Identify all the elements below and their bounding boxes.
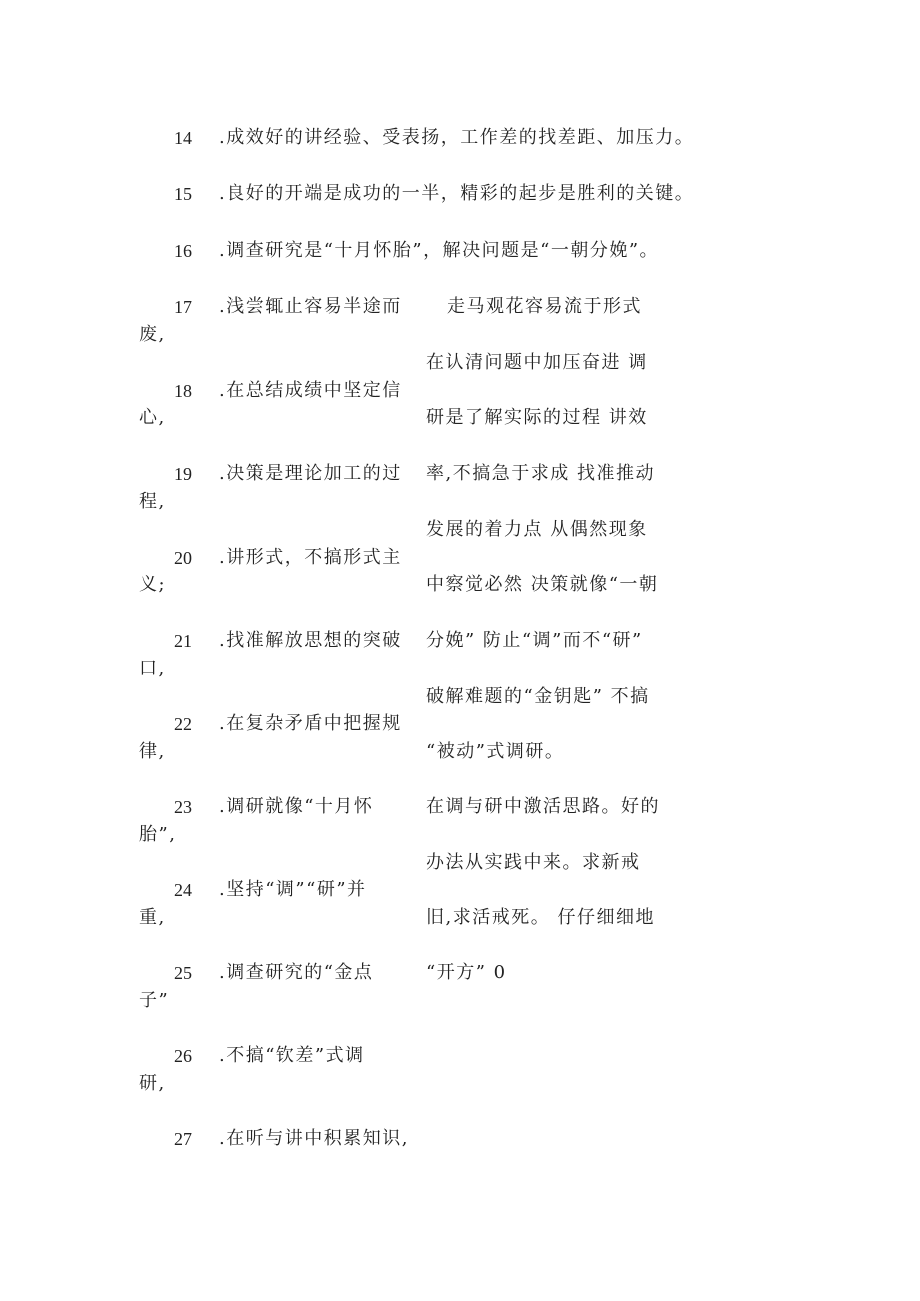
item-wrap: 废, <box>139 324 166 345</box>
right-column-line: 办法从实践中来。求新戒 <box>426 852 641 873</box>
item-number: 21 <box>174 631 192 651</box>
item-text: .讲形式，不搞形式主 <box>219 547 402 568</box>
item-text: .在复杂矛盾中把握规 <box>219 713 402 734</box>
item-number: 14 <box>174 128 192 148</box>
item-text: .良好的开端是成功的一半，精彩的起步是胜利的关键。 <box>219 183 695 204</box>
right-column-line: 在认清问题中加压奋进 调 <box>426 352 648 373</box>
item-text: .在总结成绩中坚定信 <box>219 380 402 401</box>
item-text: .调研就像“十月怀 <box>219 796 374 817</box>
item-number: 20 <box>174 548 192 568</box>
item-wrap: 程, <box>139 491 166 512</box>
item-number: 16 <box>174 241 192 261</box>
item-wrap: 律, <box>139 741 166 762</box>
right-column-line: 走马观花容易流于形式 <box>447 296 642 317</box>
item-text: .浅尝辄止容易半途而 <box>219 296 402 317</box>
item-number: 25 <box>174 963 192 983</box>
right-column-line: “开方” 0 <box>426 962 507 983</box>
item-wrap: 义; <box>139 574 167 595</box>
right-column-line: 分娩” 防止“调”而不“研” <box>426 630 643 651</box>
item-number: 19 <box>174 464 192 484</box>
item-text: .坚持“调”“研”并 <box>219 879 367 900</box>
item-text: .成效好的讲经验、受表扬，工作差的找差距、加压力。 <box>219 127 695 148</box>
item-number: 27 <box>174 1129 192 1149</box>
right-column-line: 发展的着力点 从偶然现象 <box>426 519 648 540</box>
item-number: 15 <box>174 184 192 204</box>
item-wrap: 心, <box>139 407 166 428</box>
right-column-line: 中察觉必然 决策就像“一朝 <box>426 574 659 595</box>
right-column-line: 率,不搞急于求成 找准推动 <box>426 463 655 484</box>
right-column-line: “被动”式调研。 <box>426 741 565 762</box>
item-number: 18 <box>174 381 192 401</box>
item-text: .在听与讲中积累知识, <box>219 1128 409 1149</box>
item-number: 26 <box>174 1046 192 1066</box>
right-column-line: 破解难题的“金钥匙” 不搞 <box>426 686 650 707</box>
item-text: .不搞“钦差”式调 <box>219 1045 365 1066</box>
item-number: 23 <box>174 797 192 817</box>
right-column-line: 研是了解实际的过程 讲效 <box>426 407 648 428</box>
item-text: .找准解放思想的突破 <box>219 630 402 651</box>
item-number: 24 <box>174 880 192 900</box>
item-wrap: 口, <box>139 658 166 679</box>
item-number: 17 <box>174 297 192 317</box>
right-column-line: 在调与研中激活思路。好的 <box>426 796 660 817</box>
item-text: .决策是理论加工的过 <box>219 463 402 484</box>
item-text: .调查研究是“十月怀胎”，解决问题是“一朝分娩”。 <box>219 240 660 261</box>
item-wrap: 重, <box>139 907 166 928</box>
item-text: .调查研究的“金点 <box>219 962 374 983</box>
item-wrap: 研, <box>139 1073 166 1094</box>
item-number: 22 <box>174 714 192 734</box>
item-wrap: 胎”, <box>139 824 177 845</box>
right-column-line: 旧,求活戒死。 仔仔细细地 <box>426 907 655 928</box>
item-wrap: 子” <box>139 990 170 1011</box>
